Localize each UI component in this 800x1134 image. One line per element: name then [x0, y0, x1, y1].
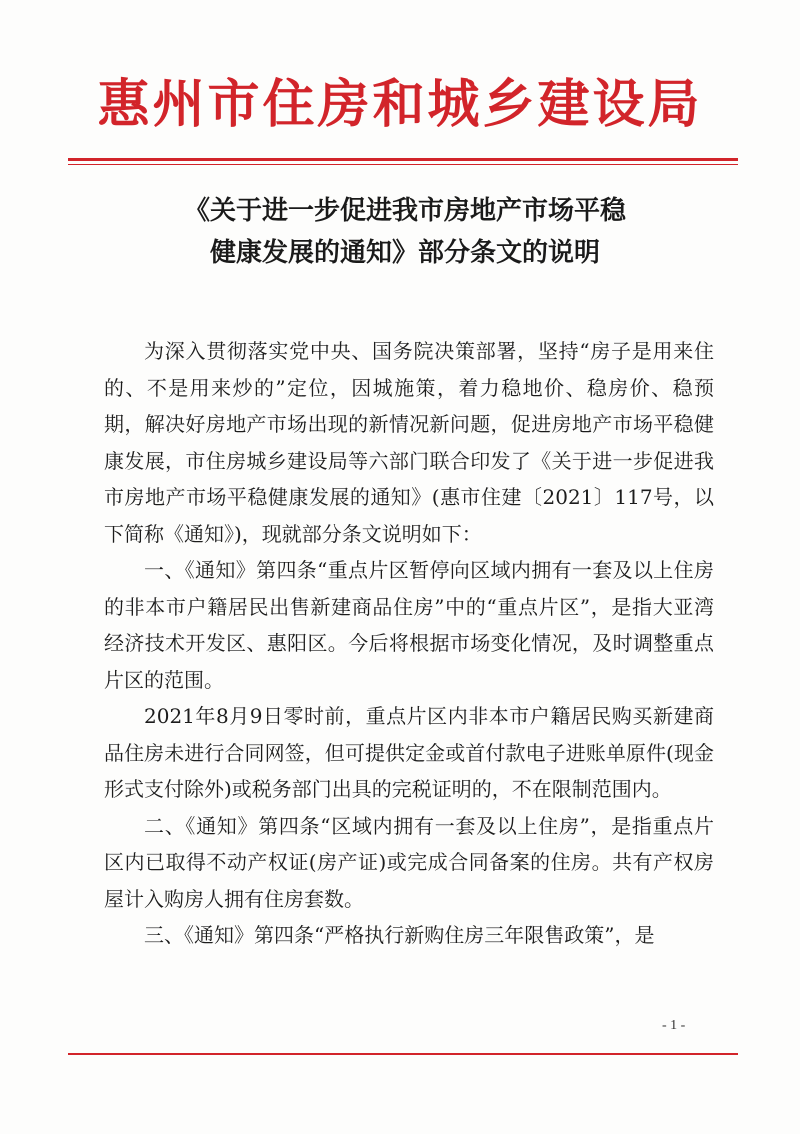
- paragraph-item-1-detail: 2021年8月9日零时前，重点片区内非本市户籍居民购买新建商品住房未进行合同网签，但可提供定金或首付款电子进账单原件(现金形式支付除外)或税务部门出具的完税证明的，不在限制范围内。: [104, 704, 714, 801]
- issuing-authority-title: 惠州市住房和城乡建设局: [97, 74, 703, 135]
- document-title-line-2: 健康发展的通知》部分条文的说明: [209, 238, 600, 268]
- letterhead-red-rule: [68, 158, 738, 161]
- footer-red-rule: [68, 1053, 738, 1055]
- letterhead-red-rule-thin: [68, 164, 738, 165]
- paragraph-item-3: 三、《通知》第四条“严格执行新购住房三年限售政策”，是: [144, 923, 655, 947]
- letterhead: [0, 70, 800, 140]
- document-title-line-1: 《关于进一步促进我市房地产市场平稳: [183, 196, 626, 226]
- page-number: - 1 -: [662, 1018, 686, 1033]
- paragraph-intro: 为深入贯彻落实党中央、国务院决策部署，坚持“房子是用来住的、不是用来炒的”定位，因城施策，着力稳地价、稳房价、稳预期，解决好房地产市场出现的新情况新问题，促进房地产市场平稳健康发展，市住房城乡建设局等六部门联合印发了《关于进一步促进我市房地产市场平稳健康发展的通知》(惠市住建〔2021〕117号，以下简称《通知》)，现就部分条文说明如下：: [104, 339, 714, 546]
- paragraph-item-1: 一、《通知》第四条“重点片区暂停向区域内拥有一套及以上住房的非本市户籍居民出售新建商品住房”中的“重点片区”，是指大亚湾经济技术开发区、惠阳区。今后将根据市场变化情况，及时调整重点片区的范围。: [104, 558, 714, 692]
- document-body: [104, 333, 714, 954]
- document-title: [60, 190, 750, 274]
- paragraph-item-2: 二、《通知》第四条“区域内拥有一套及以上住房”，是指重点片区内已取得不动产权证(房产证)或完成合同备案的住房。共有产权房屋计入购房人拥有住房套数。: [104, 813, 714, 911]
